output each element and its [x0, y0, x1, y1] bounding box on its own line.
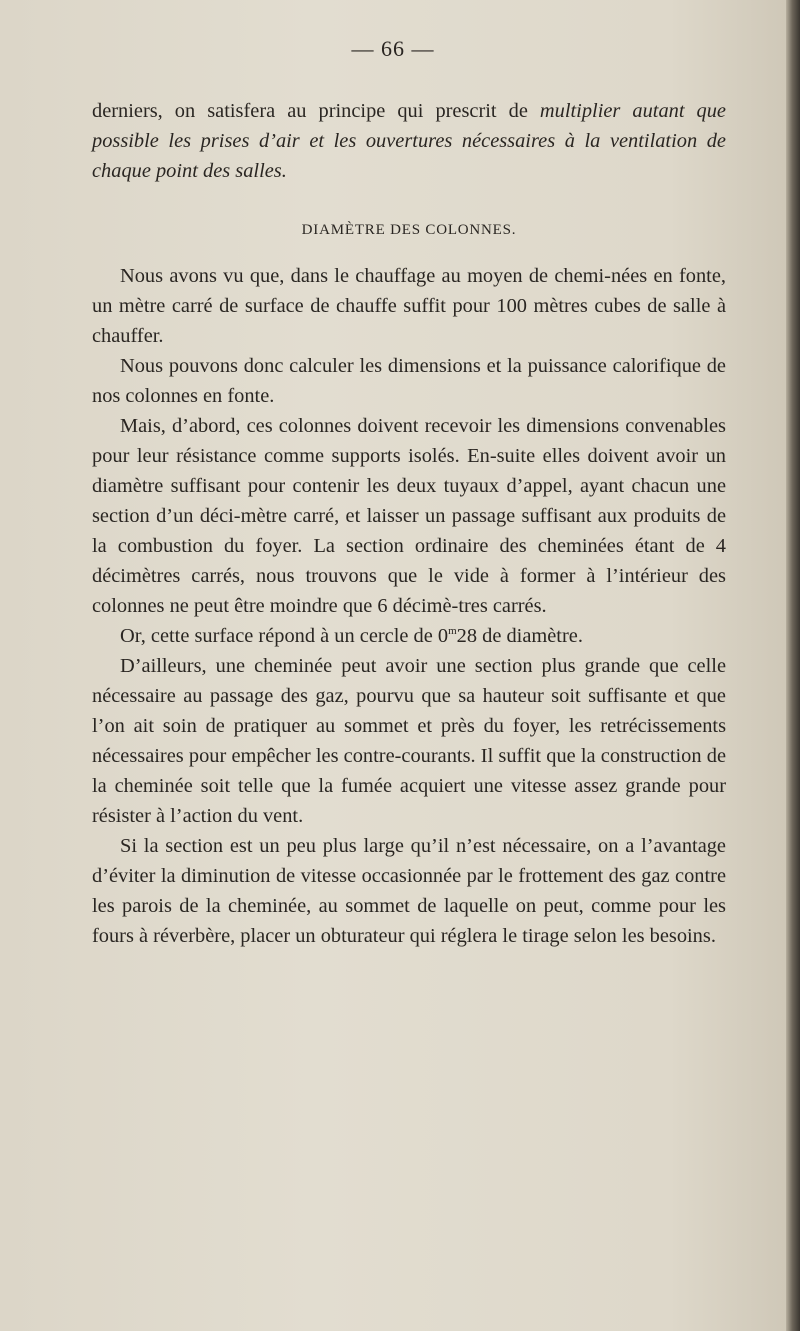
section-heading: DIAMÈTRE DES COLONNES.	[301, 222, 517, 238]
paragraph-3: Mais, d’abord, ces colonnes doivent recevoir les dimensions convenables pour leur résistance comme supports isolés. En-suite elles doivent avoir un diamètre suffisant pour contenir les deux tuyaux d’appel, ayant chacun une section d’un déci-mètre carré, et laisser un passage suffisant aux produits de la combustion du foyer. La section ordinaire des cheminées étant de 4 décimètres carrés, nous trouvons que le vide à former à l’intérieur des colonnes ne peut être moindre que 6 décimè-tres carrés.	[92, 415, 726, 617]
paragraph-4	[92, 621, 726, 651]
paragraph-4-after: 28 de diamètre.	[456, 625, 583, 647]
paragraph-1: Nous avons vu que, dans le chauffage au moyen de chemi-nées en fonte, un mètre carré de surface de chauffe suffit pour 100 mètres cubes de salle à chauffer.	[92, 265, 726, 347]
intro-paragraph	[92, 96, 726, 186]
paragraph-4-before: Or, cette surface répond à un cercle de 0	[120, 625, 449, 647]
meter-superscript: m	[448, 625, 457, 638]
page-binding-edge	[786, 0, 800, 1331]
paragraph-2: Nous pouvons donc calculer les dimensions et la puissance calorifique de nos colonnes en fonte.	[92, 355, 726, 407]
paragraph-5: D’ailleurs, une cheminée peut avoir une section plus grande que celle nécessaire au passage des gaz, pourvu que sa hauteur soit suffisante et que l’on ait soin de pratiquer au sommet et près du foyer, les retrécissements nécessaires pour empêcher les contre-courants. Il suffit que la construction de la cheminée soit telle que la fumée acquiert une vitesse assez grande pour résister à l’action du vent.	[92, 655, 726, 827]
page-number: — 66 —	[351, 36, 435, 61]
text-block	[92, 96, 726, 951]
paragraph-6: Si la section est un peu plus large qu’il n’est nécessaire, on a l’avantage d’éviter la diminution de vitesse occasionnée par le frottement des gaz contre les parois de la cheminée, au sommet de laquelle on peut, comme pour les fours à réverbère, placer un obturateur qui réglera le tirage selon les besoins.	[92, 835, 726, 947]
intro-plain-text: derniers, on satisfera au principe qui prescrit de	[92, 100, 540, 122]
intro-italic-text: multiplier autant que possible les prises d’air et les ouvertures nécessaires à la ventilation de chaque point des salles.	[92, 100, 726, 182]
